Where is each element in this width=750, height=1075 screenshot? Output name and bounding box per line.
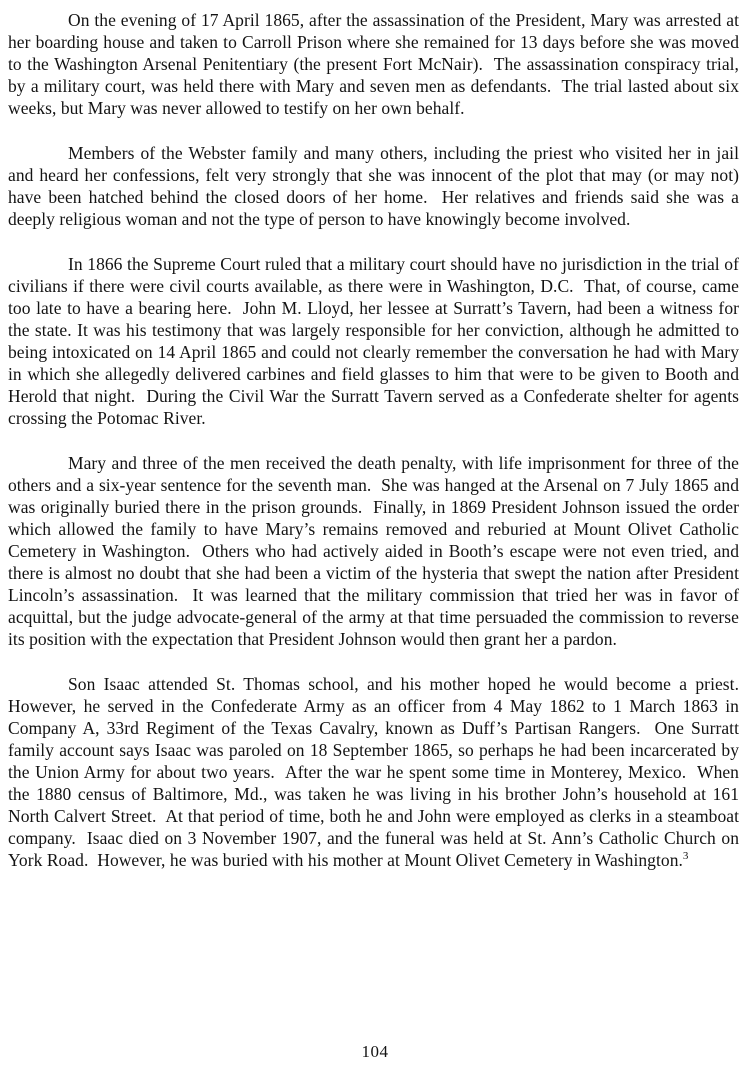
paragraph-son-isaac-text: Son Isaac attended St. Thomas school, and his mother hoped he would become a priest. However, he served in the Confederate Army as an officer from 4 May 1862 to 1 March 1863 in Company A, 33rd Regiment of the Texas Cavalry, known as Duff’s Partisan Rangers. One Surratt family account says Isaac was paroled on 18 September 1865, so perhaps he had been incarcerated by the Union Army for about two years. After the war he spent some time in Monterey, Mexico. When the 1880 census of Baltimore, Md., was taken he was living in his brother John’s household at 161 North Calvert Street. At that period of time, both he and John were employed as clerks in a steamboat company. Isaac died on 3 November 1907, and the funeral was held at St. Ann’s Catholic Church on York Road. However, he was buried with his mother at Mount Olivet Cemetery in Washington. [8,674,748,870]
paragraph-supreme-court: In 1866 the Supreme Court ruled that a military court should have no jurisdiction in the trial of civilians if there were civil courts available, as there were in Washington, D.C. That, of course, came too late to have a bearing here. John M. Lloyd, her lessee at Surratt’s Tavern, had been a witness for the state. It was his testimony that was largely responsible for her conviction, although he admitted to being intoxicated on 14 April 1865 and could not clearly remember the conversation he had with Mary in which she allegedly delivered carbines and field glasses to him that were to be given to Booth and Herold that night. During the Civil War the Surratt Tavern served as a Confederate shelter for agents crossing the Potomac River. [8,254,744,428]
paragraph-son-isaac [8,673,748,871]
paragraph-arrest-trial: On the evening of 17 April 1865, after the assassination of the President, Mary was arrested at her boarding house and taken to Carroll Prison where she remained for 13 days before she was moved to the Washington Arsenal Penitentiary (the present Fort McNair). The assassination conspiracy trial, by a military court, was held there with Mary and seven men as defendants. The trial lasted about six weeks, but Mary was never allowed to testify on her own behalf. [8,10,744,118]
footnote-reference: 3 [682,850,689,863]
paragraph-webster-family: Members of the Webster family and many others, including the priest who visited her in jail and heard her confessions, felt very strongly that she was innocent of the plot that may (or may not) have been hatched behind the closed doors of her home. Her relatives and friends said she was a deeply religious woman and not the type of person to have knowingly become involved. [8,143,744,229]
paragraph-death-penalty: Mary and three of the men received the death penalty, with life imprisonment for three of the others and a six-year sentence for the seventh man. She was hanged at the Arsenal on 7 July 1865 and was originally buried there in the prison grounds. Finally, in 1869 President Johnson issued the order which allowed the family to have Mary’s remains removed and reburied at Mount Olivet Catholic Cemetery in Washington. Others who had actively aided in Booth’s escape were not even tried, and there is almost no doubt that she had been a victim of the hysteria that swept the nation after President Lincoln’s assassination. It was learned that the military commission that tried her was in favor of acquittal, but the judge advocate-general of the army at that time persuaded the commission to reverse its position with the expectation that President Johnson would then grant her a pardon. [8,453,744,649]
page-number: 104 [361,1042,389,1061]
